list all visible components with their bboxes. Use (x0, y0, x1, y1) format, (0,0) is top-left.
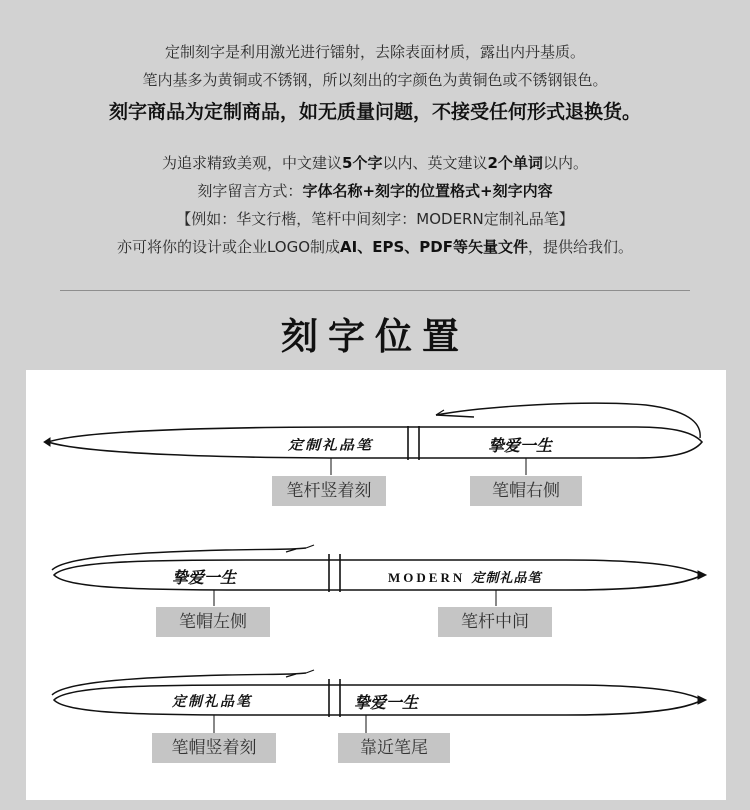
label-cap-right: 笔帽右侧 (470, 476, 582, 506)
no-return-warning: 刻字商品为定制商品，如无质量问题，不接受任何形式退换货。 (108, 101, 641, 123)
label-cap-left: 笔帽左侧 (156, 607, 270, 637)
engraving-notes (0, 38, 750, 261)
section-title: 刻字位置 (281, 315, 469, 358)
note-line: 定制刻字是利用激光进行镭射，去除表面材质，露出内丹基质。 (164, 43, 585, 61)
label-cap-vertical: 笔帽竖着刻 (152, 733, 276, 763)
engraving-cap-vertical: 定制礼品笔 (172, 695, 252, 710)
note-line-message-format: 刻字留言方式：字体名称+刻字的位置格式+刻字内容 (197, 182, 553, 200)
divider (60, 290, 690, 291)
engraving-barrel-vertical: 定制礼品笔 (288, 438, 374, 454)
label-barrel-vertical: 笔杆竖着刻 (272, 476, 386, 506)
label-near-tail: 靠近笔尾 (338, 733, 450, 763)
engraving-cap-left: 挚爱一生 (172, 570, 237, 587)
pen-2 (52, 545, 706, 606)
engraving-cap-right: 挚爱一生 (488, 438, 553, 455)
engraving-barrel-middle: MODERN 定制礼品笔 (388, 570, 542, 585)
pen-diagram-panel (26, 370, 726, 800)
note-line-length-advice: 为追求精致美观，中文建议5个字以内、英文建议2个单词以内。 (162, 154, 588, 172)
note-line-example: 【例如：华文行楷，笔杆中间刻字：MODERN定制礼品笔】 (176, 210, 574, 228)
note-line-logo: 亦可将你的设计或企业LOGO制成AI、EPS、PDF等矢量文件，提供给我们。 (116, 238, 633, 256)
note-line: 笔内基多为黄铜或不锈钢，所以刻出的字颜色为黄铜色或不锈钢银色。 (142, 71, 608, 89)
label-barrel-middle: 笔杆中间 (438, 607, 552, 637)
engraving-near-tail: 挚爱一生 (354, 695, 419, 712)
